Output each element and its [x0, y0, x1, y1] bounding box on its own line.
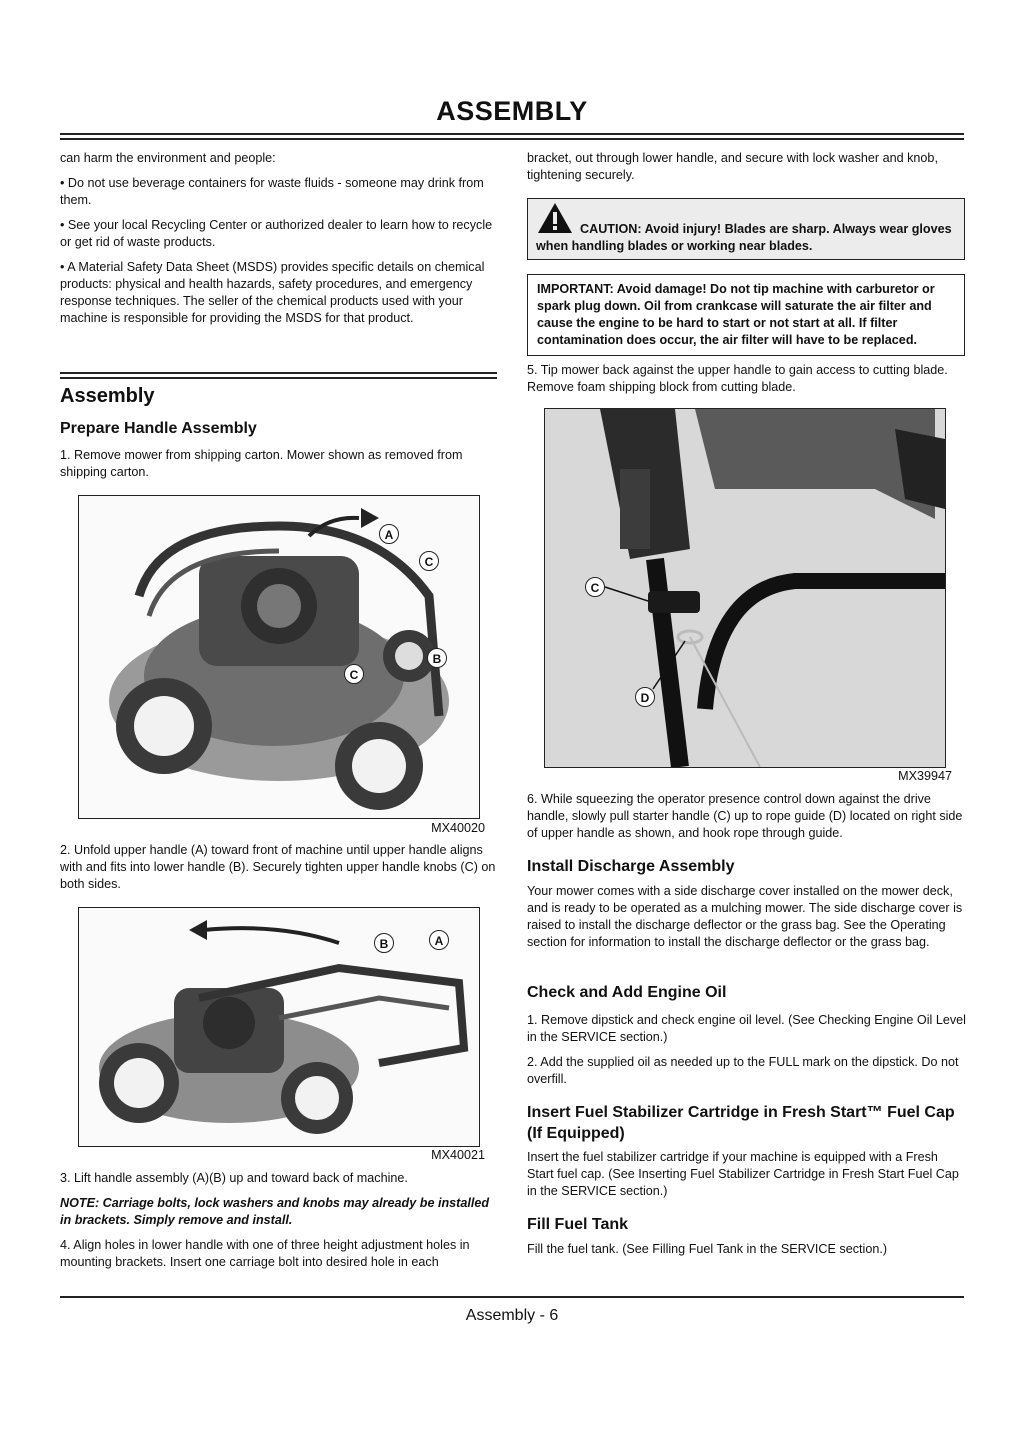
oil-step-2: 2. Add the supplied oil as needed up to the FULL mark on the dipstick. Do not overfill.	[527, 1055, 959, 1086]
step-5: 5. Tip mower back against the upper handle to gain access to cutting blade. Remove foam shipping block from cutting blade.	[527, 363, 948, 394]
starter-rope-illustration	[545, 409, 945, 767]
caution-box	[527, 198, 965, 260]
step-1: 1. Remove mower from shipping carton. Mower shown as removed from shipping carton.	[60, 448, 463, 479]
step-6: 6. While squeezing the operator presence control down against the drive handle, slowly pull starter handle (C) up to rope guide (D) located on right side of upper handle as shown, and hook rope through guide.	[527, 792, 963, 840]
callout-c: C	[419, 551, 439, 571]
callout-b-fig2: B	[374, 933, 394, 953]
important-text: IMPORTANT: Avoid damage! Do not tip machine with carburetor or spark plug down. Oil from crankcase will saturate the air filter and cause the engine to be hard to start or not start at all. If filter contamination does occur, the air filter will have to be replaced.	[537, 282, 935, 347]
callout-c-lower: C	[344, 664, 364, 684]
callout-b: B	[427, 648, 447, 668]
mower-folded-illustration	[79, 496, 479, 818]
mower-unfolded-illustration	[79, 908, 479, 1146]
figure-3-caption: MX39947	[898, 769, 952, 783]
header-divider	[60, 133, 964, 140]
figure-1-caption: MX40020	[431, 821, 485, 835]
bullet-recycling: • See your local Recycling Center or authorized dealer to learn how to recycle or get rid of waste products.	[60, 218, 493, 249]
page-title: ASSEMBLY	[436, 96, 588, 126]
section-title: Assembly	[60, 385, 155, 407]
fuel-cap-title: Insert Fuel Stabilizer Cartridge in Fresh Start™ Fuel Cap (If Equipped)	[527, 1104, 955, 1142]
fuel-cap-text: Insert the fuel stabilizer cartridge if your machine is equipped with a Fresh Start fuel cap. (See Inserting Fuel Stabilizer Cartridge in Fresh Start Fuel Cap in the SERVICE section.)	[527, 1150, 959, 1198]
callout-a: A	[379, 524, 399, 544]
fill-text: Fill the fuel tank. (See Filling Fuel Tank in the SERVICE section.)	[527, 1242, 888, 1256]
discharge-title: Install Discharge Assembly	[527, 858, 735, 875]
intro-line: can harm the environment and people:	[60, 151, 276, 165]
callout-d-fig3: D	[635, 687, 655, 707]
callout-c-fig3: C	[585, 577, 605, 597]
caution-text: CAUTION: Avoid injury! Blades are sharp. Always wear gloves when handling blades or working near blades.	[536, 222, 952, 253]
figure-starter-rope	[544, 408, 946, 768]
figure-mower-folded	[78, 495, 480, 819]
bullet-msds: • A Material Safety Data Sheet (MSDS) provides specific details on chemical products: physical and health hazards, safety procedures, and emergency response techniques. The seller of the chemical products used with your machine is responsible for providing the MSDS for that product.	[60, 260, 485, 325]
callout-a-fig2: A	[429, 930, 449, 950]
step-3: 3. Lift handle assembly (A)(B) up and toward back of machine.	[60, 1171, 408, 1185]
bullet-beverage: • Do not use beverage containers for waste fluids - someone may drink from them.	[60, 176, 484, 207]
subsection-title: Prepare Handle Assembly	[60, 420, 257, 437]
step-4: 4. Align holes in lower handle with one of three height adjustment holes in mounting brackets. Insert one carriage bolt into desired hole in each	[60, 1238, 470, 1269]
oil-step-1: 1. Remove dipstick and check engine oil level. (See Checking Engine Oil Level in the SERVICE section.)	[527, 1013, 966, 1044]
section-divider	[60, 372, 497, 379]
oil-title: Check and Add Engine Oil	[527, 984, 727, 1001]
note-carriage-bolts: NOTE: Carriage bolts, lock washers and knobs may already be installed in brackets. Simply remove and install.	[60, 1196, 490, 1227]
step-2: 2. Unfold upper handle (A) toward front of machine until upper handle aligns with and fits into lower handle (B). Securely tighten upper handle knobs (C) on both sides.	[60, 843, 496, 891]
step-4-continued: bracket, out through lower handle, and secure with lock washer and knob, tightening securely.	[527, 151, 938, 182]
discharge-text: Your mower comes with a side discharge cover installed on the mower deck, and is ready to be operated as a mulching mower. The side discharge cover is raised to install the discharge deflector or the grass bag. See the Operating section for information to install the discharge deflector or the grass bag.	[527, 884, 963, 949]
important-box	[527, 274, 965, 356]
page-number: Assembly - 6	[465, 1307, 559, 1324]
fill-title: Fill Fuel Tank	[527, 1216, 629, 1233]
figure-2-caption: MX40021	[431, 1148, 485, 1162]
figure-mower-unfolded	[78, 907, 480, 1147]
footer-divider	[60, 1296, 964, 1298]
